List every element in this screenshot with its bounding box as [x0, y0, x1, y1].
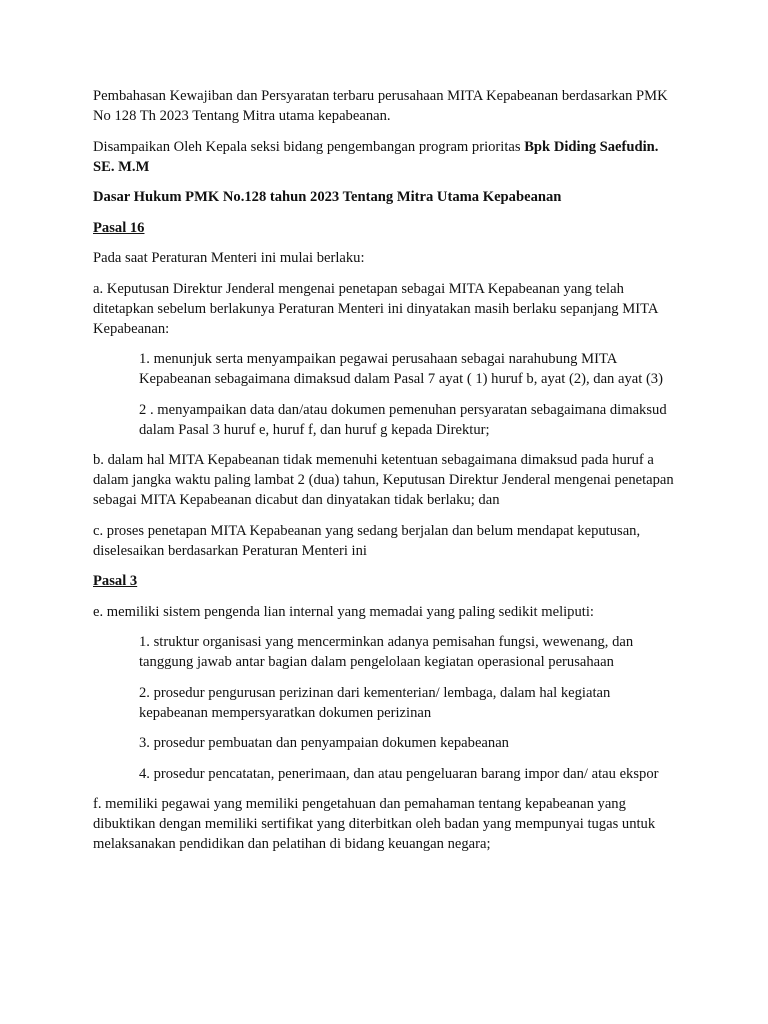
legal-basis-heading: Dasar Hukum PMK No.128 tahun 2023 Tentang Mitra Utama Kepabeanan: [93, 189, 562, 205]
pasal-16-a-subitem-2: 2 . menyampaikan data dan/atau dokumen pemenuhan persyaratan sebagaimana dimaksud dalam Pasal 3 huruf e, huruf f, dan huruf g kepada Direktur;: [139, 401, 667, 438]
pasal-3-e-subitem-4: 4. prosedur pencatatan, penerimaan, dan atau pengeluaran barang impor dan/ atau ekspor: [139, 765, 659, 782]
pasal-16-heading: Pasal 16: [93, 219, 145, 236]
intro-paragraph: Pembahasan Kewajiban dan Persyaratan terbaru perusahaan MITA Kepabeanan berdasarkan PMK No 128 Th 2023 Tentang Mitra utama kepabeanan.: [93, 88, 668, 124]
pasal-16-item-a: a. Keputusan Direktur Jenderal mengenai penetapan sebagai MITA Kepabeanan yang telah ditetapkan sebelum berlakunya Peraturan Menteri ini dinyatakan masih berlaku sepanjang MITA Kepabeanan:: [93, 280, 658, 337]
pasal-16-lead: Pada saat Peraturan Menteri ini mulai berlaku:: [93, 250, 365, 266]
pasal-3-e-subitem-3: 3. prosedur pembuatan dan penyampaian dokumen kepabeanan: [139, 735, 509, 751]
pasal-3-heading: Pasal 3: [93, 573, 138, 589]
pasal-16-a-subitem-1: 1. menunjuk serta menyampaikan pegawai perusahaan sebagai narahubung MITA Kepabeanan sebagaimana dimaksud dalam Pasal 7 ayat ( 1) huruf b, ayat (2), dan ayat (3): [139, 351, 663, 387]
pasal-16-item-c: c. proses penetapan MITA Kepabeanan yang sedang berjalan dan belum mendapat keputusan, diselesaikan berdasarkan Peraturan Menteri ini: [93, 522, 641, 559]
pasal-3-item-e: e. memiliki sistem pengenda lian internal yang memadai yang paling sedikit meliputi:: [93, 603, 594, 620]
presenter-name: Bpk Diding Saefudin. SE. M.M: [93, 138, 659, 175]
pasal-16-item-b: b. dalam hal MITA Kepabeanan tidak memenuhi ketentuan sebagaimana dimaksud pada huruf a dalam jangka waktu paling lambat 2 (dua) tahun, Keputusan Direktur Jenderal mengenai penetapan sebagai MITA Kepabeanan dicabut dan dinyatakan tidak berlaku; dan: [93, 452, 674, 508]
pasal-3-item-f: f. memiliki pegawai yang memiliki pengetahuan dan pemahaman tentang kepabeanan yang dibuktikan dengan memiliki sertifikat yang diterbitkan oleh badan yang mempunyai tugas untuk melaksanakan pendidikan dan pelatihan di bidang keuangan negara;: [93, 796, 656, 852]
pasal-3-e-subitem-2: 2. prosedur pengurusan perizinan dari kementerian/ lembaga, dalam hal kegiatan kepabeanan mempersyaratkan dokumen perizinan: [139, 684, 611, 721]
presenter-prefix: Disampaikan Oleh Kepala seksi bidang pengembangan program prioritas: [93, 138, 525, 155]
presenter-paragraph: [93, 137, 678, 177]
pasal-3-e-subitem-1: 1. struktur organisasi yang mencerminkan adanya pemisahan fungsi, wewenang, dan tanggung jawab antar bagian dalam pengelolaan kegiatan operasional perusahaan: [139, 634, 634, 670]
